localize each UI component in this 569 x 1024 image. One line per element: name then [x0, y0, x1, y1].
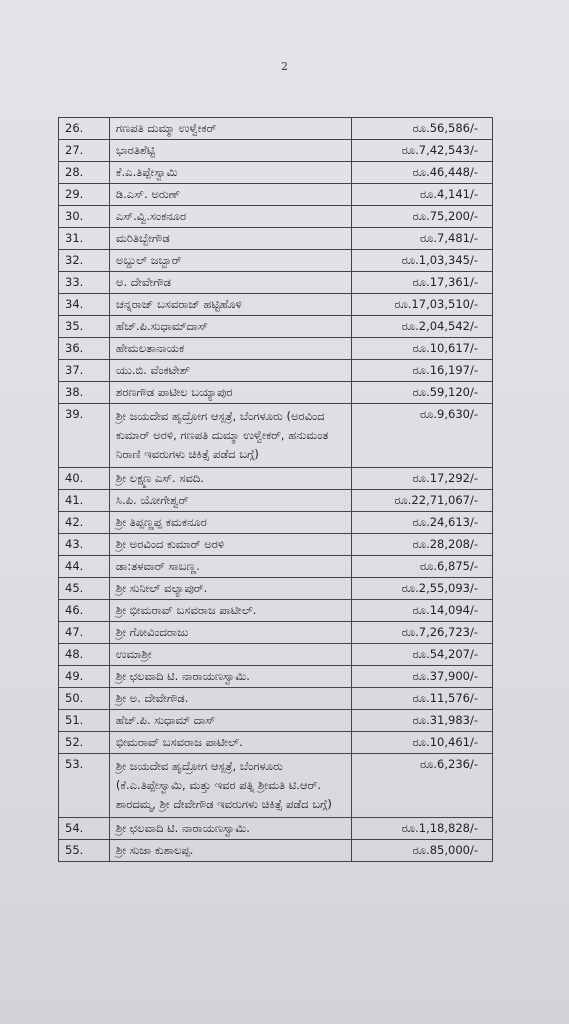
amount-value: ರೂ.75,200/-	[352, 206, 493, 228]
amount-value: ರೂ.1,18,828/-	[352, 818, 493, 840]
table-row	[59, 556, 493, 578]
recipient-name: ಎಸ್.ವ್ವಿ.ಸಂಕನೂರ	[109, 206, 351, 228]
amount-value: ರೂ.17,292/-	[352, 468, 493, 490]
recipient-name: ಶ್ರೀ ತಿಪ್ಪಣ್ಣಪ್ಪ ಕಮಕನೂರ	[109, 512, 351, 534]
row-number: 54.	[59, 818, 110, 840]
recipient-name: ಶ್ರೀ ಲಕ್ಷ್ಮಣ ಎಸ್. ಸವದಿ.	[109, 468, 351, 490]
amount-value: ರೂ.31,983/-	[352, 710, 493, 732]
table-row	[59, 818, 493, 840]
row-number: 38.	[59, 382, 110, 404]
recipient-name: ಹೆಚ್.ಪಿ.ಸುಧಾಮ್‌ದಾಸ್	[109, 316, 351, 338]
row-number: 33.	[59, 272, 110, 294]
row-number: 50.	[59, 688, 110, 710]
row-number: 34.	[59, 294, 110, 316]
table-row	[59, 338, 493, 360]
recipient-name: ಡಿ.ಎಸ್. ಅರುಣ್	[109, 184, 351, 206]
recipient-name: ಶ್ರೀ ಅರವಿಂದ ಕುಮಾರ್ ಅರಳಿ	[109, 534, 351, 556]
amount-value: ರೂ.6,236/-	[352, 754, 493, 818]
table-row	[59, 600, 493, 622]
row-number: 45.	[59, 578, 110, 600]
table-row	[59, 250, 493, 272]
amount-value: ರೂ.10,617/-	[352, 338, 493, 360]
amount-value: ರೂ.46,448/-	[352, 162, 493, 184]
row-number: 29.	[59, 184, 110, 206]
row-number: 31.	[59, 228, 110, 250]
recipient-name: ಯು.ಬಿ. ವೆಂಕಟೇಶ್	[109, 360, 351, 382]
row-number: 55.	[59, 840, 110, 862]
row-number: 27.	[59, 140, 110, 162]
row-number: 28.	[59, 162, 110, 184]
row-number: 43.	[59, 534, 110, 556]
amount-value: ರೂ.37,900/-	[352, 666, 493, 688]
amount-value: ರೂ.2,04,542/-	[352, 316, 493, 338]
table-row	[59, 622, 493, 644]
table-row	[59, 578, 493, 600]
table-row	[59, 468, 493, 490]
recipient-name: ಶ್ರೀ ಜಯದೇವ ಹೃದ್ರೋಗ ಆಸ್ಪತ್ರೆ, ಬೆಂಗಳೂರು (ಅರವಿಂದ ಕುಮಾರ್ ಅರಳಿ, ಗಣಪತಿ ದುಮ್ಮಾ ಉಳ್ವೇಕರ್, ಹನುಮಂತ ನಿರಾಣಿ ಇವರುಗಳು ಚಿಕಿತ್ಸೆ ಪಡೆದ ಬಗ್ಗೆ)	[109, 404, 351, 468]
table-row	[59, 162, 493, 184]
amount-value: ರೂ.1,03,345/-	[352, 250, 493, 272]
recipient-name: ಶ್ರೀ ಛಲವಾದಿ ಟಿ. ನಾರಾಯಣಸ್ವಾಮಿ.	[109, 818, 351, 840]
table-row	[59, 360, 493, 382]
row-number: 53.	[59, 754, 110, 818]
row-number: 41.	[59, 490, 110, 512]
row-number: 35.	[59, 316, 110, 338]
row-number: 52.	[59, 732, 110, 754]
recipient-name: ಶ್ರೀ ಸುನೀಲ್ ವಲ್ಯಾಪುರ್.	[109, 578, 351, 600]
row-number: 37.	[59, 360, 110, 382]
amount-value: ರೂ.54,207/-	[352, 644, 493, 666]
row-number: 36.	[59, 338, 110, 360]
table-row	[59, 512, 493, 534]
amount-value: ರೂ.7,481/-	[352, 228, 493, 250]
row-number: 39.	[59, 404, 110, 468]
recipient-name: ಗಣಪತಿ ದುಮ್ಮಾ ಉಳ್ವೇಕರ್	[109, 118, 351, 140]
page-number: 2	[281, 60, 288, 73]
row-number: 30.	[59, 206, 110, 228]
recipient-name: ಸಿ.ಪಿ. ಯೋಗೇಶ್ವರ್	[109, 490, 351, 512]
table-row	[59, 404, 493, 468]
table-row	[59, 490, 493, 512]
recipient-name: ಶ್ರೀ ಛಲವಾದಿ ಟಿ. ನಾರಾಯಣಸ್ವಾಮಿ.	[109, 666, 351, 688]
amount-value: ರೂ.24,613/-	[352, 512, 493, 534]
amount-value: ರೂ.4,141/-	[352, 184, 493, 206]
recipient-name: ಹೇಮಲತಾನಾಯಕ	[109, 338, 351, 360]
table-row	[59, 206, 493, 228]
recipient-name: ಹೆಚ್.ಪಿ. ಸುಧಾಮ್ ದಾಸ್	[109, 710, 351, 732]
amount-value: ರೂ.16,197/-	[352, 360, 493, 382]
recipient-name: ಮರಿತಿಬ್ಬೇಗೌಡ	[109, 228, 351, 250]
row-number: 32.	[59, 250, 110, 272]
row-number: 26.	[59, 118, 110, 140]
amount-value: ರೂ.59,120/-	[352, 382, 493, 404]
recipient-name: ಶ್ರೀ ಜಯದೇವ ಹೃದ್ರೋಗ ಆಸ್ಪತ್ರೆ, ಬೆಂಗಳೂರು (ಕೆ.ಎ.ತಿಪ್ಪೇಸ್ವಾಮಿ, ಮತ್ತು ಇವರ ಪತ್ನಿ ಶ್ರೀಮತಿ ಟಿ.ಆರ್. ಶಾರದಮ್ಮ, ಶ್ರೀ ದೇವೇಗೌಡ ಇವರುಗಳು ಚಿಕಿತ್ಸೆ ಪಡೆದ ಬಗ್ಗೆ)	[109, 754, 351, 818]
recipient-name: ಶ್ರೀ ಅ. ದೇವೇಗೌಡ.	[109, 688, 351, 710]
table-row	[59, 732, 493, 754]
payments-table	[58, 117, 493, 862]
recipient-name: ಶ್ರೀ ಸುಜಾ ಕುಶಾಲಪ್ಪ.	[109, 840, 351, 862]
table-row	[59, 316, 493, 338]
table-row	[59, 382, 493, 404]
amount-value: ರೂ.11,576/-	[352, 688, 493, 710]
recipient-name: ಶರಣಗೌಡ ಪಾಟೀಲ ಬಯ್ಯಾಪುರ	[109, 382, 351, 404]
amount-value: ರೂ.22,71,067/-	[352, 490, 493, 512]
recipient-name: ಡಾ:ತಳವಾರ್ ಸಾಬಣ್ಣ.	[109, 556, 351, 578]
amount-value: ರೂ.10,461/-	[352, 732, 493, 754]
recipient-name: ಅ. ದೇವೇಗೌಡ	[109, 272, 351, 294]
table-row	[59, 118, 493, 140]
row-number: 49.	[59, 666, 110, 688]
amount-value: ರೂ.7,26,723/-	[352, 622, 493, 644]
amount-value: ರೂ.6,875/-	[352, 556, 493, 578]
table-row	[59, 272, 493, 294]
row-number: 51.	[59, 710, 110, 732]
recipient-name: ಭೀಮರಾವ್ ಬಸವರಾಜ ಪಾಟೀಲ್.	[109, 732, 351, 754]
amount-value: ರೂ.85,000/-	[352, 840, 493, 862]
table-row	[59, 840, 493, 862]
table-row	[59, 228, 493, 250]
amount-value: ರೂ.14,094/-	[352, 600, 493, 622]
table-row	[59, 184, 493, 206]
amount-value: ರೂ.9,630/-	[352, 404, 493, 468]
table-row	[59, 688, 493, 710]
row-number: 47.	[59, 622, 110, 644]
row-number: 48.	[59, 644, 110, 666]
amount-value: ರೂ.2,55,093/-	[352, 578, 493, 600]
table-row	[59, 644, 493, 666]
row-number: 42.	[59, 512, 110, 534]
recipient-name: ಕೆ.ಎ.ತಿಪ್ಪೇಸ್ವಾಮಿ	[109, 162, 351, 184]
table-row	[59, 294, 493, 316]
table-row	[59, 666, 493, 688]
recipient-name: ಶ್ರೀ ಭೀಮರಾವ್ ಬಸವರಾಜ ಪಾಟೀಲ್.	[109, 600, 351, 622]
table-row	[59, 710, 493, 732]
row-number: 44.	[59, 556, 110, 578]
recipient-name: ಭಾರತಿಶೆಟ್ಟಿ	[109, 140, 351, 162]
amount-value: ರೂ.17,361/-	[352, 272, 493, 294]
amount-value: ರೂ.56,586/-	[352, 118, 493, 140]
table-row	[59, 534, 493, 556]
table-row	[59, 140, 493, 162]
table-row	[59, 754, 493, 818]
row-number: 40.	[59, 468, 110, 490]
recipient-name: ಅಬ್ದುಲ್ ಜಬ್ಬಾರ್	[109, 250, 351, 272]
payments-table-body	[59, 118, 493, 862]
row-number: 46.	[59, 600, 110, 622]
recipient-name: ಚನ್ನರಾಜ್ ಬಸವರಾಜ್ ಹಟ್ಟಿಹೊಳಿ	[109, 294, 351, 316]
recipient-name: ಉಮಾಶ್ರೀ	[109, 644, 351, 666]
amount-value: ರೂ.7,42,543/-	[352, 140, 493, 162]
amount-value: ರೂ.17,03,510/-	[352, 294, 493, 316]
amount-value: ರೂ.28,208/-	[352, 534, 493, 556]
recipient-name: ಶ್ರೀ ಗೋವಿಂದರಾಜು	[109, 622, 351, 644]
